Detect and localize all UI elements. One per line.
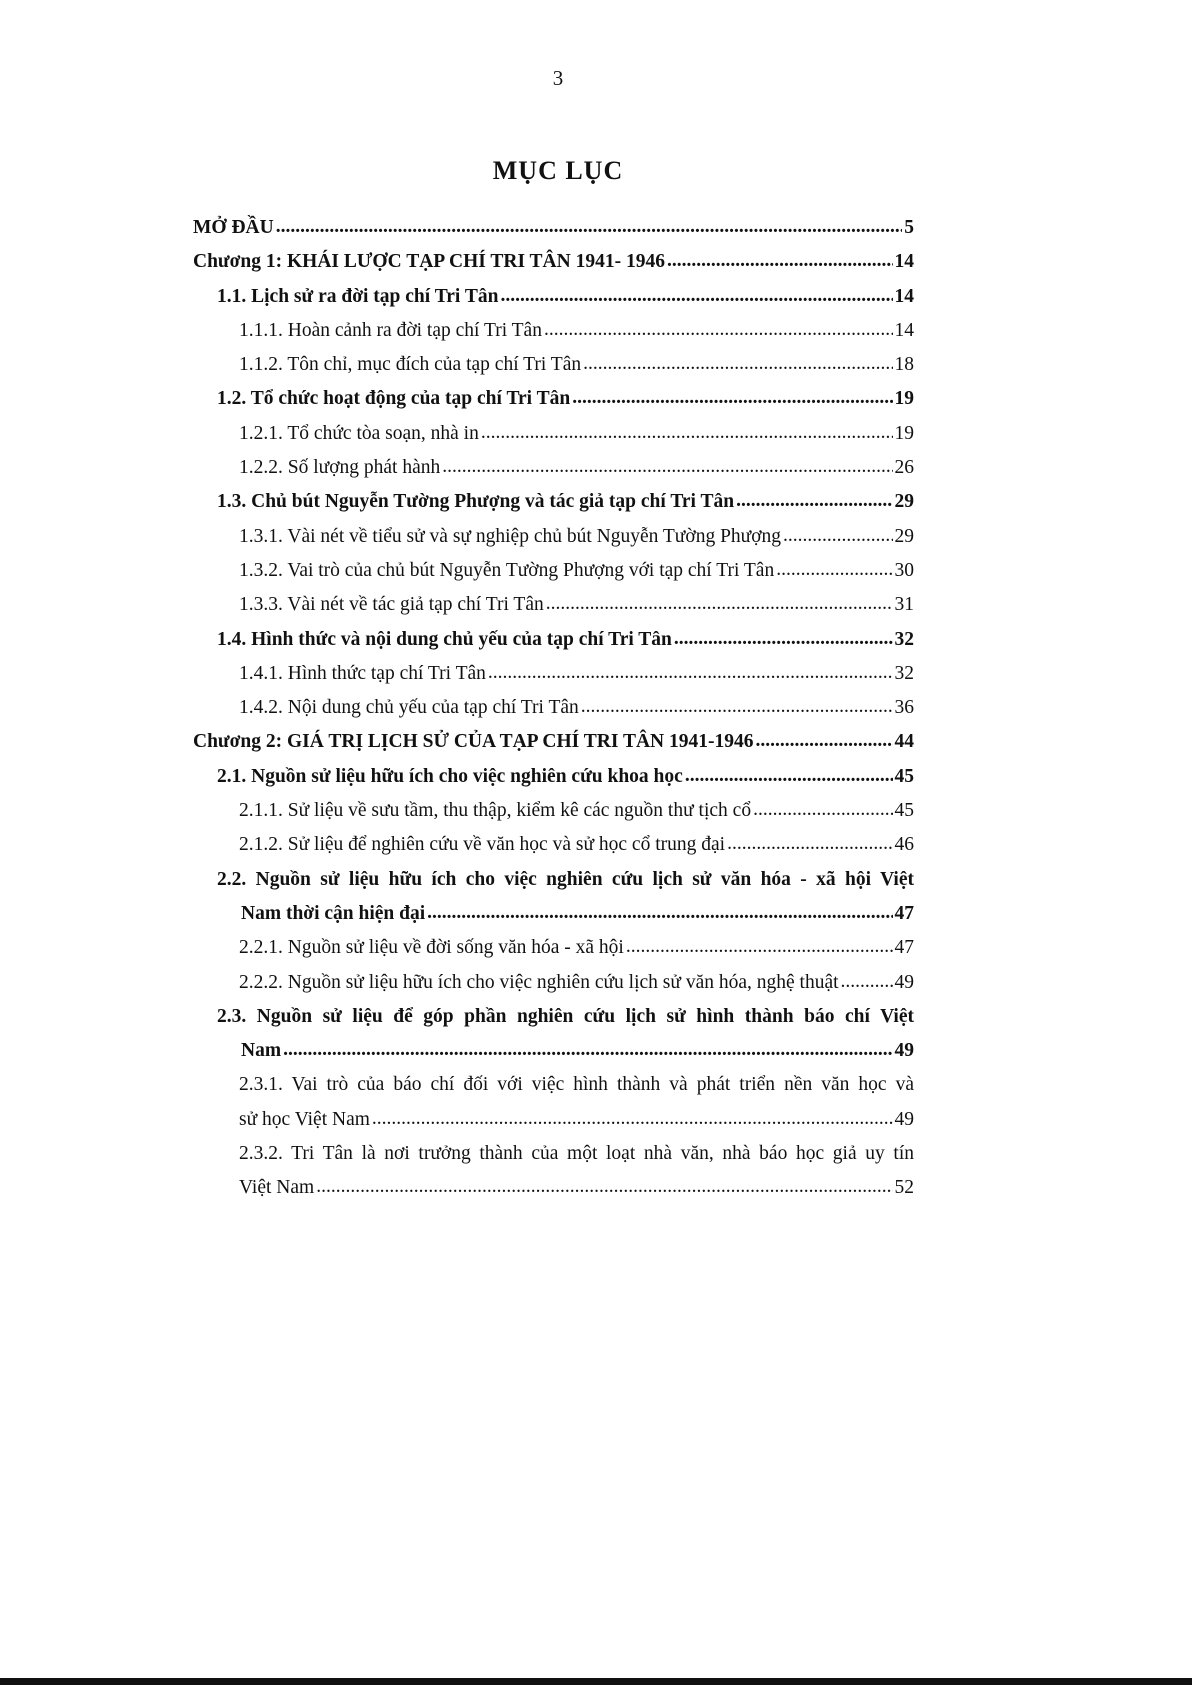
toc-entry[interactable] xyxy=(193,1000,914,1069)
page-number: 3 xyxy=(552,66,564,90)
dot-leader xyxy=(581,690,893,724)
toc-entry[interactable] xyxy=(193,314,914,348)
toc-entry[interactable] xyxy=(193,1137,914,1206)
dot-leader xyxy=(736,484,892,518)
toc-page-number: 14 xyxy=(894,251,914,273)
dot-leader xyxy=(546,587,893,621)
toc-entry[interactable] xyxy=(193,966,914,1000)
toc-entry[interactable] xyxy=(193,931,914,965)
toc-entry-text: 1.3.3. Vài nét về tác giả tạp chí Tri Tân xyxy=(239,594,544,616)
toc-entry[interactable] xyxy=(193,828,914,862)
dot-leader xyxy=(626,930,893,964)
toc-page-number: 46 xyxy=(894,834,914,856)
toc-page-number: 18 xyxy=(894,354,914,376)
toc-entry-text: 1.3.2. Vai trò của chủ bút Nguyễn Tường Phượng với tạp chí Tri Tân xyxy=(239,559,775,581)
toc-entry[interactable] xyxy=(193,382,914,416)
toc-entry-text: Nam thời cận hiện đại xyxy=(241,902,426,924)
toc-entry-text: Nam xyxy=(241,1040,282,1062)
dot-leader xyxy=(316,1170,892,1204)
toc-entry[interactable] xyxy=(193,211,914,245)
toc-entry[interactable] xyxy=(193,451,914,485)
page-bottom-edge xyxy=(0,1678,1192,1685)
table-of-contents xyxy=(193,211,914,1206)
toc-entry-text: 2.2.1. Nguồn sử liệu về đời sống văn hóa - xã hội xyxy=(239,937,624,959)
toc-page-number: 30 xyxy=(894,559,914,581)
dot-leader xyxy=(753,793,892,827)
toc-entry-text: 1.2.2. Số lượng phát hành xyxy=(239,457,441,479)
toc-entry[interactable] xyxy=(193,760,914,794)
toc-page-number: 49 xyxy=(894,971,914,993)
toc-page-number: 47 xyxy=(894,937,914,959)
toc-entry[interactable] xyxy=(193,863,914,932)
toc-entry-text: 2.3.2. Tri Tân là nơi trưởng thành của một loạt nhà văn, nhà báo học giả uy tín xyxy=(239,1143,914,1165)
toc-entry[interactable] xyxy=(193,1068,914,1137)
toc-page-number: 5 xyxy=(904,217,914,238)
dot-leader xyxy=(783,519,892,553)
toc-entry-text: 1.4.2. Nội dung chủ yếu của tạp chí Tri Tân xyxy=(239,697,579,719)
toc-entry-text: 1.2. Tổ chức hoạt động của tạp chí Tri Tân xyxy=(217,388,571,410)
toc-entry[interactable] xyxy=(193,725,914,759)
toc-page-number: 49 xyxy=(894,1108,914,1130)
toc-entry-text: Chương 2: GIÁ TRỊ LỊCH SỬ CỦA TẠP CHÍ TRI TÂN 1941-1946 xyxy=(193,731,754,753)
toc-page-number: 26 xyxy=(894,457,914,479)
dot-leader xyxy=(372,1102,893,1136)
toc-entry[interactable] xyxy=(193,554,914,588)
toc-entry-text: 1.1. Lịch sử ra đời tạp chí Tri Tân xyxy=(217,285,499,307)
toc-page-number: 31 xyxy=(894,594,914,616)
toc-entry-text: 2.3. Nguồn sử liệu để góp phần nghiên cứu lịch sử hình thành báo chí Việt xyxy=(217,1005,914,1027)
dot-leader xyxy=(674,622,893,656)
toc-page-number: 32 xyxy=(894,628,914,650)
toc-entry-text: 2.2. Nguồn sử liệu hữu ích cho việc nghiên cứu lịch sử văn hóa - xã hội Việt xyxy=(217,868,914,890)
toc-page-number: 45 xyxy=(894,765,914,787)
toc-entry-text: 2.2.2. Nguồn sử liệu hữu ích cho việc nghiên cứu lịch sử văn hóa, nghệ thuật xyxy=(239,971,839,993)
toc-entry-text: 1.3.1. Vài nét về tiểu sử và sự nghiệp chủ bút Nguyễn Tường Phượng xyxy=(239,525,782,547)
dot-leader xyxy=(442,450,892,484)
toc-entry-text: sử học Việt Nam xyxy=(239,1108,370,1130)
toc-page-number: 44 xyxy=(894,731,914,753)
toc-page-number: 14 xyxy=(894,285,914,307)
toc-page-number: 49 xyxy=(894,1040,914,1062)
toc-page-number: 29 xyxy=(894,525,914,547)
toc-entry-text: Việt Nam xyxy=(239,1177,315,1199)
toc-entry[interactable] xyxy=(193,348,914,382)
toc-entry-text: 1.4.1. Hình thức tạp chí Tri Tân xyxy=(239,662,486,684)
dot-leader xyxy=(488,656,893,690)
dot-leader xyxy=(667,244,893,278)
toc-entry-text: 1.4. Hình thức và nội dung chủ yếu của tạp chí Tri Tân xyxy=(217,628,672,650)
toc-entry-text: 2.1. Nguồn sử liệu hữu ích cho việc nghiên cứu khoa học xyxy=(217,765,683,787)
toc-page-number: 19 xyxy=(894,422,914,444)
dot-leader xyxy=(727,827,892,861)
toc-page-number: 32 xyxy=(894,662,914,684)
dot-leader xyxy=(427,896,892,930)
toc-page-number: 36 xyxy=(894,697,914,719)
dot-leader xyxy=(583,347,892,381)
toc-entry[interactable] xyxy=(193,623,914,657)
toc-page-number: 52 xyxy=(894,1177,914,1199)
toc-entry-text: 1.1.2. Tôn chỉ, mục đích của tạp chí Tri Tân xyxy=(239,354,582,376)
dot-leader xyxy=(755,724,892,758)
dot-leader xyxy=(276,210,903,244)
toc-entry[interactable] xyxy=(193,691,914,725)
toc-entry-text: 2.1.1. Sử liệu về sưu tầm, thu thập, kiểm kê các nguồn thư tịch cổ xyxy=(239,800,752,822)
dot-leader xyxy=(500,279,892,313)
toc-entry-text: 2.3.1. Vai trò của báo chí đối với việc hình thành và phát triển nền văn học và xyxy=(239,1074,914,1096)
dot-leader xyxy=(776,553,892,587)
toc-entry-text: 1.2.1. Tổ chức tòa soạn, nhà in xyxy=(239,422,479,444)
dot-leader xyxy=(283,1033,892,1067)
toc-entry-text: 1.1.1. Hoàn cảnh ra đời tạp chí Tri Tân xyxy=(239,319,542,341)
toc-entry-text: Chương 1: KHÁI LƯỢC TẠP CHÍ TRI TÂN 1941- 1946 xyxy=(193,251,665,273)
toc-entry[interactable] xyxy=(193,588,914,622)
toc-page-number: 45 xyxy=(894,800,914,822)
toc-entry[interactable] xyxy=(193,657,914,691)
toc-entry-text: 2.1.2. Sử liệu để nghiên cứu về văn học và sử học cổ trung đại xyxy=(239,834,726,856)
dot-leader xyxy=(544,313,893,347)
toc-entry-text: 1.3. Chủ bút Nguyễn Tường Phượng và tác giả tạp chí Tri Tân xyxy=(217,491,735,513)
toc-entry-text: MỞ ĐẦU xyxy=(193,217,274,238)
dot-leader xyxy=(841,965,893,999)
toc-entry[interactable] xyxy=(193,485,914,519)
dot-leader xyxy=(685,759,893,793)
toc-page-number: 47 xyxy=(894,902,914,924)
toc-page-number: 29 xyxy=(894,491,914,513)
toc-entry[interactable] xyxy=(193,794,914,828)
toc-entry[interactable] xyxy=(193,280,914,314)
toc-entry[interactable] xyxy=(193,417,914,451)
toc-title: MỤC LỤC xyxy=(492,156,624,185)
toc-page-number: 14 xyxy=(894,319,914,341)
dot-leader xyxy=(481,416,893,450)
toc-page-number: 19 xyxy=(894,388,914,410)
dot-leader xyxy=(572,381,892,415)
toc-entry[interactable] xyxy=(193,245,914,279)
toc-entry[interactable] xyxy=(193,520,914,554)
